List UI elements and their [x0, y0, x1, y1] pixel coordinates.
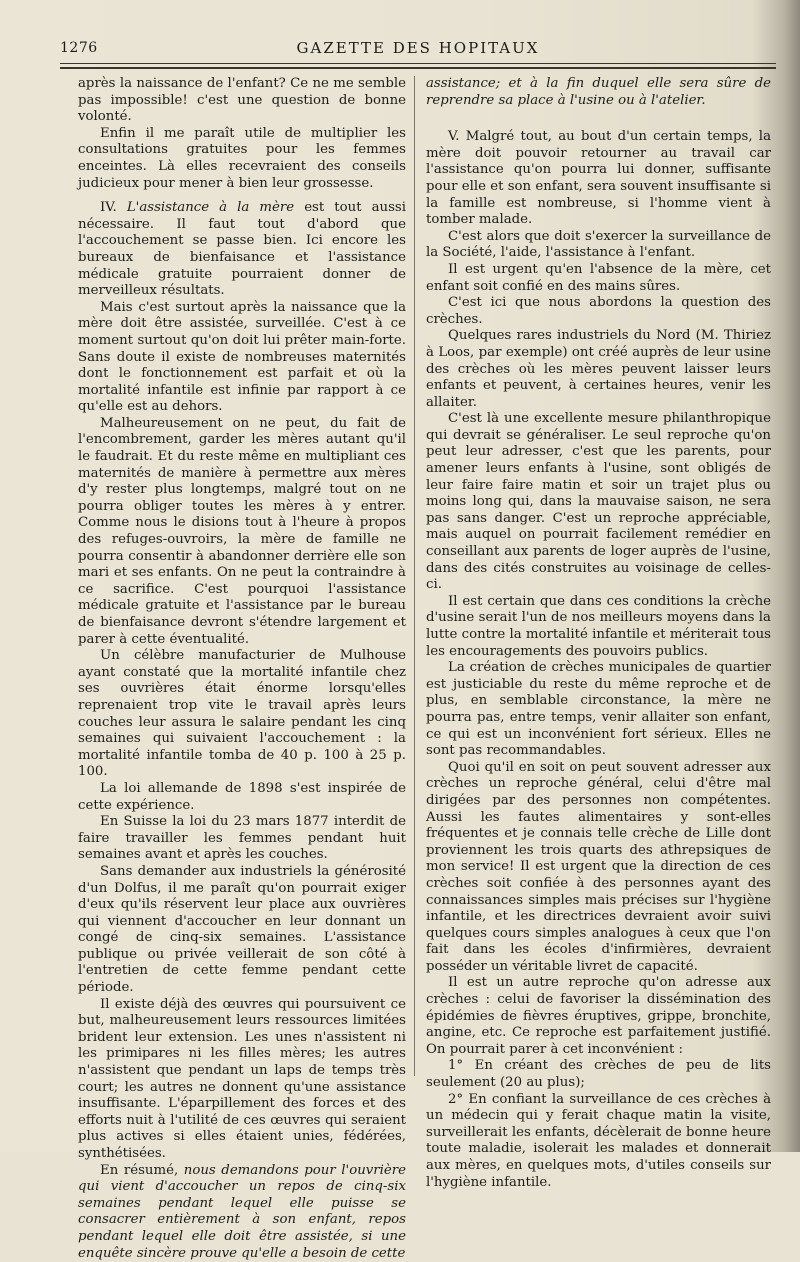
- paragraph: Il est certain que dans ces conditions la crèche d'usine serait l'un de nos meilleurs moyens dans la lutte contre la mortalité infantile et mériterait tous les encouragements des pouvoirs publics.: [426, 593, 771, 659]
- page-number: 1276: [60, 40, 98, 56]
- right-column: [426, 76, 771, 1191]
- header-rule-thick: [60, 67, 776, 69]
- paragraph: Enfin il me paraît utile de multiplier les consultations gratuites pour les femmes enceintes. Là elles recevraient des conseils judicieux pour mener à bien leur grossesse.: [78, 125, 406, 191]
- paragraph: Malheureusement on ne peut, du fait de l'encombrement, garder les mères autant qu'il le faudrait. Et du reste même en multipliant ces maternités de manière à permettre aux mères d'y rester plus longtemps, malgré tout on ne pourra obliger toutes les mères à y entrer. Comme nous le disions tout à l'heure à propos des refuges-ouvroirs, la mère de famille ne pourra consentir à abandonner derrière elle son mari et ses enfants. On ne peut la contraindre à ce sacrifice. C'est pourquoi l'assistance médicale gratuite et l'assistance par le bureau de bienfaisance devront s'étendre largement et parer à cette éventualité.: [78, 415, 406, 647]
- section-heading: L'assistance à la mère: [126, 200, 295, 216]
- paragraph: Il est urgent qu'en l'absence de la mère, cet enfant soit confié en des mains sûres.: [426, 261, 771, 294]
- paragraph: Il est un autre reproche qu'on adresse aux crèches : celui de favoriser la dissémination des épidémies de fièvres éruptives, grippe, bronchite, angine, etc. Ce reproche est parfaitement justifié. On pourrait parer à cet inconvénient :: [426, 975, 771, 1057]
- journal-title: GAZETTE DES HOPITAUX: [296, 39, 540, 57]
- paragraph: C'est alors que doit s'exercer la surveillance de la Société, l'aide, l'assistance à l'enfant.: [426, 228, 771, 261]
- paragraph: Quelques rares industriels du Nord (M. Thiriez à Loos, par exemple) ont créé auprès de leur usine des crèches où les mères peuvent laisser leurs enfants et peuvent, à certaines heures, venir les allaiter.: [426, 328, 771, 410]
- paragraph-section-v: V. Malgré tout, au bout d'un certain temps, la mère doit pouvoir retourner au travail car l'assistance qu'on pourra lui donner, suffisante pour elle et son enfant, sera souvent insuffisante si la famille est nombreuse, si l'homme vient à tomber malade.: [426, 129, 771, 228]
- column-divider: [414, 76, 415, 1076]
- summary-lead: En résumé,: [100, 1162, 179, 1178]
- page-header: [60, 36, 776, 62]
- paragraph: Quoi qu'il en soit on peut souvent adresser aux crèches un reproche général, celui d'être mal dirigées par des personnes non compétentes. Aussi les fautes alimentaires y sont-elles fréquentes et je connais telle crèche de Lille dont proviennent les trois quarts des athrepsiques de mon service! Il est urgent que la direction de ces crèches soit confiée à des personnes ayant des connaissances simples mais précises sur l'hygiène infantile, et les directrices devraient avoir suivi quelques cours simples analogues à ceux que l'on fait dans les écoles d'infirmières, devraient posséder un véritable livret de capacité.: [426, 759, 771, 974]
- paragraph-continued: assistance; et à la fin duquel elle sera sûre de reprendre sa place à l'usine ou à l'atelier.: [426, 76, 771, 108]
- paragraph-text: est tout aussi nécessaire. Il faut tout d'abord que l'accouchement se passe bien. Ici encore les bureaux de bienfaisance et l'assistance médicale gratuite pourraient donner de merveilleux résultats.: [78, 200, 406, 299]
- paragraph: La création de crèches municipales de quartier est justiciable du reste du même reproche et de plus, en semblable circonstance, la mère ne pourra pas, entre temps, venir allaiter son enfant, ce qui est un inconvénient fort sérieux. Elles ne sont pas recommandables.: [426, 660, 771, 759]
- left-column: [78, 76, 406, 1262]
- paragraph: La loi allemande de 1898 s'est inspirée de cette expérience.: [78, 780, 406, 813]
- paragraph: En Suisse la loi du 23 mars 1877 interdit de faire travailler les femmes pendant huit semaines avant et après les couches.: [78, 814, 406, 863]
- summary-italic: nous demandons pour l'ouvrière qui vient d'accoucher un repos de cinq-six semaines pendant lequel elle puisse se consacrer entièrement à son enfant, repos pendant lequel elle doit être assistée, si une enquête sincère prouve qu'elle a besoin de cette: [78, 1162, 406, 1261]
- header-rule-thin: [60, 63, 776, 64]
- paragraph: Il existe déjà des œuvres qui poursuivent ce but, malheureusement leurs ressources limitées brident leur extension. Les unes n'assistent ni les primipares ni les filles mères; les autres n'assistent que pendant un laps de temps très court; les autres ne donnent qu'une assistance insuffisante. L'éparpillement des forces et des efforts nuit à l'utilité de ces œuvres qui seraient plus actives si elles étaient unies, fédérées, synthétisées.: [78, 996, 406, 1161]
- paragraph: C'est ici que nous abordons la question des crèches.: [426, 295, 771, 327]
- paragraph-summary: [78, 1163, 406, 1262]
- section-number: IV.: [100, 200, 117, 216]
- list-item: 2° En confiant la surveillance de ces crèches à un médecin qui y ferait chaque matin la visite, surveillerait les enfants, décèlerait de bonne heure toute maladie, isolerait les malades et donnerait aux mères, en quelques mots, d'utiles conseils sur l'hygiène infantile.: [426, 1091, 771, 1190]
- paragraph: Un célèbre manufacturier de Mulhouse ayant constaté que la mortalité infantile chez ses ouvrières était énorme lorsqu'elles reprenaient trop vite le travail après leurs couches leur assura le salaire pendant les cinq semaines qui suivaient l'accouchement : la mortalité infantile tomba de 40 p. 100 à 25 p. 100.: [78, 648, 406, 780]
- paragraph: Mais c'est surtout après la naissance que la mère doit être assistée, surveillée. C'est à ce moment surtout qu'on doit lui prêter main-forte. Sans doute il existe de nombreuses maternités dont le fonctionnement est parfait et où la mortalité infantile est infinie par rapport à ce qu'elle est au dehors.: [78, 299, 406, 415]
- paragraph: après la naissance de l'enfant? Ce ne me semble pas impossible! c'est une question de bonne volonté.: [78, 76, 406, 125]
- paragraph-section-iv: [78, 200, 406, 300]
- list-item: 1° En créant des crèches de peu de lits seulement (20 au plus);: [426, 1058, 771, 1091]
- paragraph: Sans demander aux industriels la générosité d'un Dolfus, il me paraît qu'on pourrait exiger d'eux qu'ils réservent leur place aux ouvrières qui viennent d'accoucher en leur donnant un congé de cinq-six semaines. L'assistance publique ou privée veillerait de son côté à l'entretien de cette femme pendant cette période.: [78, 863, 406, 996]
- paragraph: C'est là une excellente mesure philanthropique qui devrait se généraliser. Le seul reproche qu'on peut leur adresser, c'est que les parents, pour amener leurs enfants à l'usine, sont obligés de leur faire faire matin et soir un trajet plus ou moins long qui, dans la mauvaise saison, ne sera pas sans danger. C'est un reproche appréciable, mais auquel on pourrait facilement remédier en conseillant aux parents de loger auprès de l'usine, dans des cités construites au voisinage de celles-ci.: [426, 411, 771, 593]
